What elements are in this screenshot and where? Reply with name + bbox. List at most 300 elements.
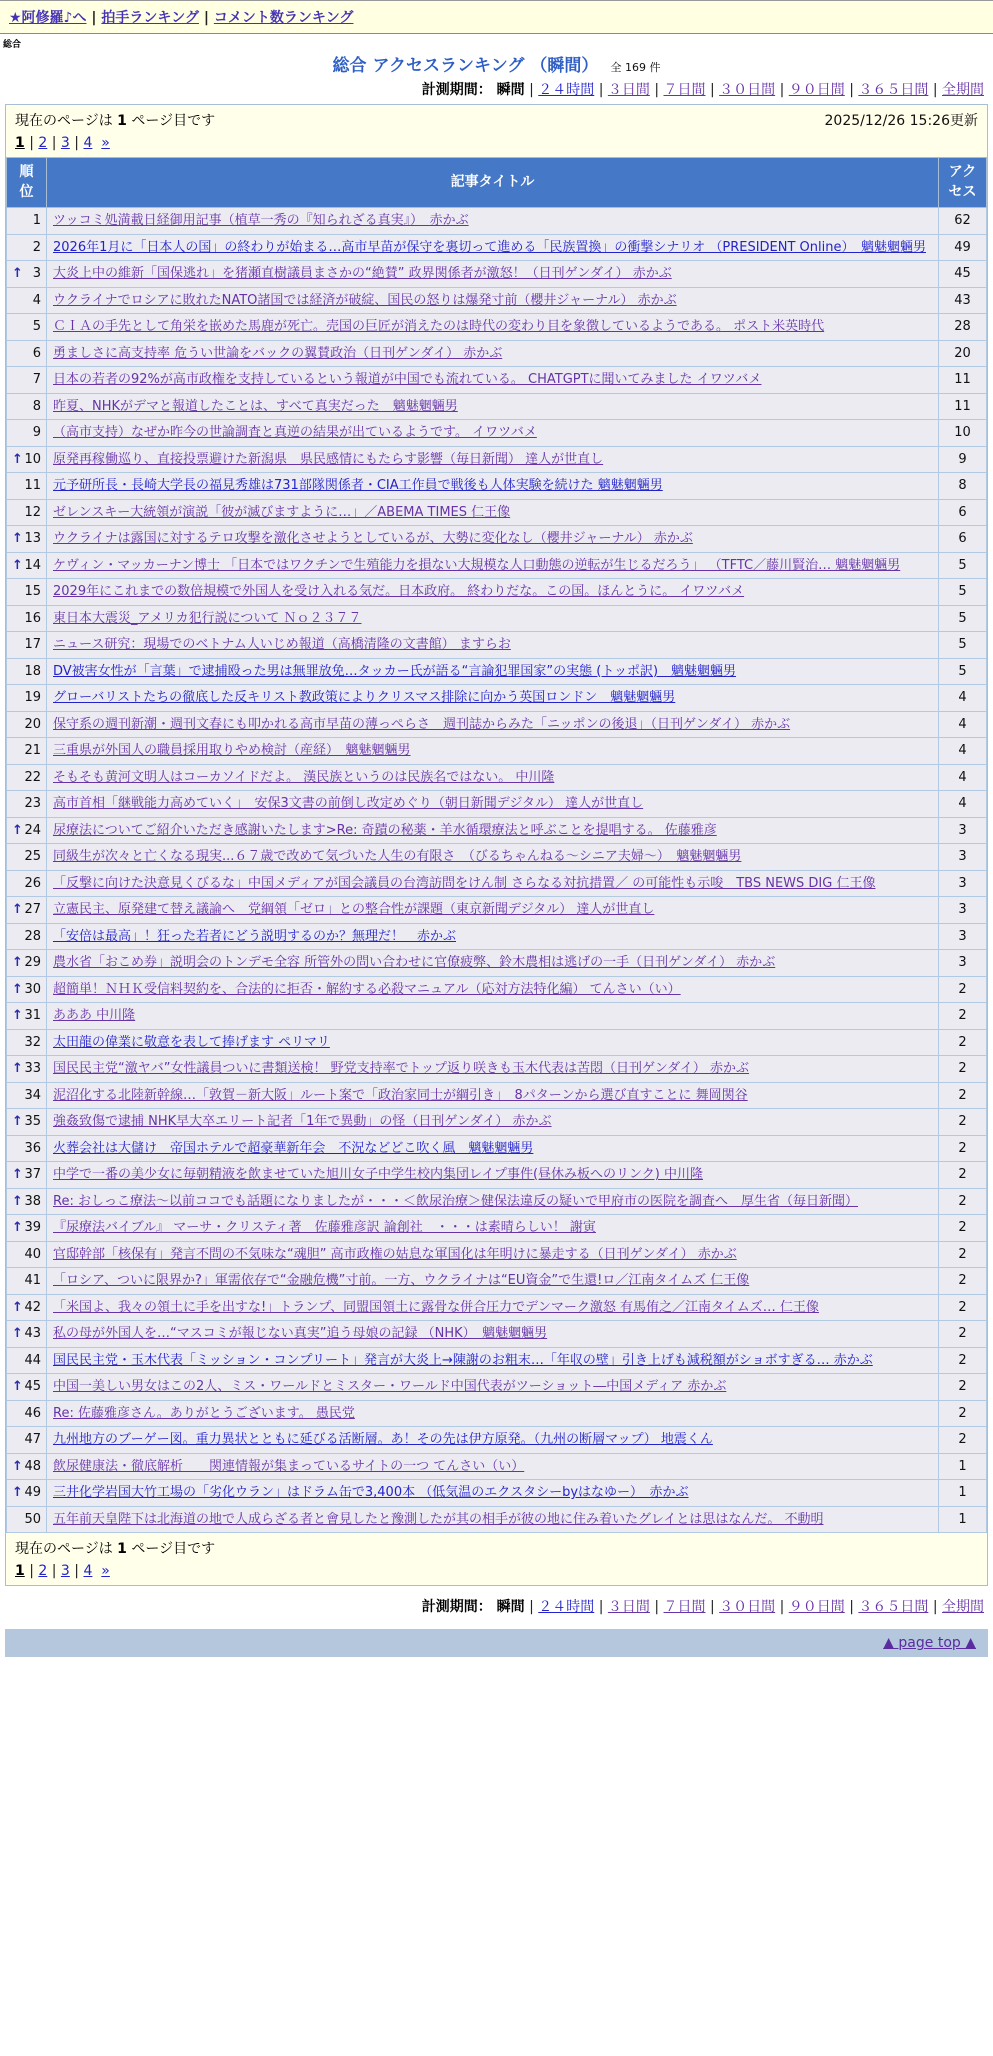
period-separator: | <box>928 82 942 98</box>
article-link[interactable]: 2029年にこれまでの数倍規模で外国人を受け入れる気だ。日本政府。 終わりだな。この国。ほんとうに。 イワツバメ <box>53 584 745 600</box>
access-cell: 6 <box>939 526 987 553</box>
rank-number: 38 <box>24 1193 41 1209</box>
article-link[interactable]: 尿療法についてご紹介いただき感謝いたします>Re: 奇蹟の秘薬・羊水循環療法と呼ぶことを提唱する。 佐藤雅彦 <box>53 822 717 838</box>
current-page-number: 1 <box>117 113 127 129</box>
title-cell <box>47 420 939 447</box>
period-link[interactable]: ３０日間 <box>719 1599 776 1616</box>
period-link[interactable]: ７日間 <box>663 1599 706 1616</box>
nav-link-2[interactable]: 拍手ランキング <box>101 10 199 26</box>
board-label: 総合 <box>3 40 22 50</box>
rank-up-icon: ↑ <box>12 1193 23 1209</box>
article-link[interactable]: 飲尿健康法・徹底解析 関連情報が集まっているサイトの一つ てんさい（い） <box>53 1458 525 1474</box>
rank-number: 25 <box>24 849 41 865</box>
access-cell: 2 <box>939 1162 987 1189</box>
pagination-page-2[interactable]: 2 <box>38 135 48 151</box>
rank-number: 26 <box>24 875 41 891</box>
pagination-top <box>6 132 987 157</box>
access-cell: 10 <box>939 420 987 447</box>
table-row <box>7 1241 987 1268</box>
rank-up-icon: ↑ <box>12 451 23 467</box>
article-link[interactable]: 高市首相「継戦能力高めていく」 安保3文書の前倒し改定めぐり（朝日新聞デジタル） 達人が世直し <box>53 796 644 812</box>
article-link[interactable]: 国民民主党“激ヤバ”女性議員ついに書類送検！ 野党支持率でトップ返り咲きも玉木代表は苦悶（日刊ゲンダイ） 赤かぶ <box>53 1061 750 1077</box>
rank-cell <box>7 1135 47 1162</box>
access-cell: 2 <box>939 1321 987 1348</box>
title-cell <box>47 287 939 314</box>
table-row <box>7 791 987 818</box>
article-link[interactable]: ゼレンスキー大統領が演説「彼が滅びますように…」／ABEMA TIMES 仁王像 <box>53 504 511 520</box>
table-row <box>7 1162 987 1189</box>
article-link[interactable]: 日本の若者の92%が高市政権を支持しているという報道が中国でも流れている。 CHATGPTに聞いてみました イワツバメ <box>53 372 762 388</box>
rank-number: 22 <box>24 769 41 785</box>
nav-link-1[interactable]: ★阿修羅♪へ <box>9 10 87 26</box>
title-cell <box>47 1294 939 1321</box>
article-link[interactable]: 『尿療法バイブル』 マーサ・クリスティ著 佐藤雅彦訳 論創社 ・・・は素晴らしい！ 謝寅 <box>53 1220 596 1236</box>
article-link[interactable]: 「ロシア、ついに限界か?」軍需依存で“金融危機”寸前。一方、ウクライナは“EU資金”で生還!ロ／江南タイムズ 仁王像 <box>53 1273 750 1289</box>
period-link[interactable]: ７日間 <box>663 82 706 98</box>
rank-number: 41 <box>24 1273 41 1289</box>
article-link[interactable]: 三重県が外国人の職員採用取りやめ検討（産経） 魑魅魍魎男 <box>53 743 411 759</box>
rank-cell <box>7 499 47 526</box>
table-row <box>7 605 987 632</box>
rank-cell <box>7 579 47 606</box>
title-cell <box>47 605 939 632</box>
rank-cell <box>7 1427 47 1454</box>
period-link[interactable]: ３０日間 <box>719 82 776 98</box>
period-link[interactable]: ３６５日間 <box>858 82 929 98</box>
rank-up-icon: ↑ <box>12 981 23 997</box>
rank-number: 30 <box>24 981 41 997</box>
rank-number: 32 <box>24 1034 41 1050</box>
article-link[interactable]: グローバリストたちの徹底した反キリスト教政策によりクリスマス排除に向かう英国ロンドン 魑魅魍魎男 <box>53 690 676 706</box>
access-cell: 5 <box>939 632 987 659</box>
article-link[interactable]: 泥沼化する北陸新幹線…「敦賀－新大阪」ルート案で「政治家同士が綱引き」 8パターンから選び直すことに 舞岡関谷 <box>53 1087 748 1103</box>
access-cell: 11 <box>939 393 987 420</box>
article-link[interactable]: 官邸幹部「核保有」発言不問の不気味な“魂胆” 高市政権の姑息な軍国化は年明けに暴走する（日刊ゲンダイ） 赤かぶ <box>53 1246 737 1262</box>
rank-number: 23 <box>24 796 41 812</box>
pagination-page-1[interactable]: 1 <box>15 135 25 151</box>
rank-cell <box>7 1400 47 1427</box>
table-row <box>7 1506 987 1533</box>
title-cell <box>47 1400 939 1427</box>
rank-cell <box>7 1321 47 1348</box>
nav-separator: | <box>198 10 214 26</box>
rank-number: 28 <box>24 928 41 944</box>
rank-up-icon: ↑ <box>12 1008 23 1024</box>
article-link[interactable]: 農水省「おこめ券」説明会のトンデモ全容 所管外の問い合わせに官僚疲弊、鈴木農相は逃げの一手（日刊ゲンダイ） 赤かぶ <box>53 955 776 971</box>
title-cell <box>47 738 939 765</box>
table-row <box>7 950 987 977</box>
rank-number: 43 <box>24 1326 41 1342</box>
rank-number: 27 <box>24 902 41 918</box>
article-link[interactable]: 五年前天皇陛下は北海道の地で人成らざる者と會見したと豫測したが其の相手が彼の地に住み着いたグレイとは思はなんだ。 不動明 <box>53 1511 824 1527</box>
table-row <box>7 1294 987 1321</box>
rank-number: 7 <box>32 372 41 388</box>
rank-up-icon: ↑ <box>12 955 23 971</box>
rank-number: 48 <box>24 1458 41 1474</box>
rank-up-icon: ↑ <box>12 557 23 573</box>
rank-number: 6 <box>32 345 41 361</box>
article-link[interactable]: ウクライナでロシアに敗れたNATO諸国では経済が破綻、国民の怒りは爆発寸前（櫻井ジャーナル） 赤かぶ <box>53 292 677 308</box>
column-header-access: アクセス <box>939 158 987 208</box>
rank-up-icon: ↑ <box>12 1114 23 1130</box>
table-row <box>7 1374 987 1401</box>
period-separator: | <box>775 82 789 98</box>
rank-number: 20 <box>24 716 41 732</box>
period-separator: | <box>524 82 539 98</box>
article-link[interactable]: 元予研所長・長崎大学長の福見秀雄は731部隊関係者・CIA工作員で戦後も人体実験を続けた 魑魅魍魎男 <box>53 478 663 494</box>
rank-number: 35 <box>24 1114 41 1130</box>
rank-cell <box>7 1241 47 1268</box>
access-cell: 8 <box>939 473 987 500</box>
period-separator: | <box>594 82 608 98</box>
ranking-box <box>5 104 988 1586</box>
ranking-table <box>6 157 987 1533</box>
rank-cell <box>7 791 47 818</box>
access-cell: 3 <box>939 844 987 871</box>
article-link[interactable]: Re: おしっこ療法～以前ココでも話題になりましたが・・・＜飲尿治療＞健保法違反の疑いで甲府市の医院を調査へ 厚生省（毎日新聞） <box>53 1193 858 1209</box>
rank-cell <box>7 208 47 235</box>
rank-number: 49 <box>24 1485 41 1501</box>
article-link[interactable]: 九州地方のブーゲー図。重力異状とともに延びる活断層。あ！その先は伊方原発。（九州の断層マップ） 地震くん <box>53 1432 713 1448</box>
rank-number: 31 <box>24 1008 41 1024</box>
rank-cell <box>7 1215 47 1242</box>
article-link[interactable]: 大炎上中の維新「国保逃れ」を猪瀬直樹議員まさかの“絶賛” 政界関係者が激怒！（日刊ゲンダイ） 赤かぶ <box>53 266 672 282</box>
title-cell <box>47 314 939 341</box>
table-row <box>7 1188 987 1215</box>
period-link[interactable]: ９０日間 <box>788 1599 845 1616</box>
period-label: 計測期間： <box>421 82 497 98</box>
period-link[interactable]: ３日間 <box>607 1599 650 1616</box>
pagination-separator: | <box>47 1563 61 1580</box>
access-cell: 2 <box>939 1268 987 1295</box>
pagination-page-4[interactable]: 4 <box>83 135 93 151</box>
pagination-page-4[interactable]: 4 <box>83 1563 93 1580</box>
article-link[interactable]: 中国一美しい男女はこの2人、ミス・ワールドとミスター・ワールド中国代表がツーショット―中国メディア 赤かぶ <box>53 1379 727 1395</box>
table-row <box>7 340 987 367</box>
rank-cell <box>7 420 47 447</box>
title-cell <box>47 1453 939 1480</box>
period-separator: | <box>775 1599 789 1616</box>
access-cell: 3 <box>939 870 987 897</box>
access-cell: 2 <box>939 1427 987 1454</box>
article-link[interactable]: 三井化学岩国大竹工場の「劣化ウラン」はドラム缶で3,400本 （低気温のエクスタシーbyはなゆー） 赤かぶ <box>53 1485 689 1501</box>
current-page-text: 現在のページは 1 ページ目です <box>15 113 216 129</box>
rank-number: 21 <box>24 743 41 759</box>
access-cell: 5 <box>939 658 987 685</box>
table-row <box>7 314 987 341</box>
rank-number: 33 <box>24 1061 41 1077</box>
period-link[interactable]: ２４時間 <box>538 82 595 98</box>
table-row <box>7 499 987 526</box>
rank-cell <box>7 1347 47 1374</box>
rank-number: 39 <box>24 1220 41 1236</box>
title-cell <box>47 1029 939 1056</box>
period-separator: | <box>705 82 720 98</box>
title-cell <box>47 1082 939 1109</box>
article-link[interactable]: ケヴィン・マッカーナン博士 「日本ではワクチンで生殖能力を損ない大規模な人口動態の逆転が生じるだろう」 （TFTC／藤川賢治… 魑魅魍魎男 <box>53 557 901 573</box>
title-cell <box>47 976 939 1003</box>
rank-cell <box>7 844 47 871</box>
article-link[interactable]: 同級生が次々と亡くなる現実...６７歳で改めて気づいた人生の有限さ （びるちゃんねる～シニア夫婦～） 魑魅魍魎男 <box>53 849 742 865</box>
table-row <box>7 1029 987 1056</box>
access-cell: 3 <box>939 923 987 950</box>
rank-cell <box>7 314 47 341</box>
rank-cell <box>7 1506 47 1533</box>
rank-cell <box>7 1294 47 1321</box>
table-row <box>7 685 987 712</box>
article-link[interactable]: あああ 中川隆 <box>53 1008 136 1024</box>
rank-cell <box>7 1188 47 1215</box>
current-page-number: 1 <box>117 1541 127 1558</box>
table-row <box>7 446 987 473</box>
rank-number: 42 <box>24 1299 41 1315</box>
title-cell <box>47 1109 939 1136</box>
top-nav <box>0 0 993 34</box>
access-cell: 2 <box>939 1374 987 1401</box>
rank-cell <box>7 367 47 394</box>
article-link[interactable]: 太田龍の偉業に敬意を表して捧げます ペリマリ <box>53 1034 330 1050</box>
title-cell <box>47 711 939 738</box>
access-cell: 2 <box>939 1241 987 1268</box>
pagination-separator: | <box>69 135 84 151</box>
rank-number: 13 <box>24 531 41 547</box>
rank-cell <box>7 1056 47 1083</box>
table-row <box>7 1215 987 1242</box>
rank-up-icon: ↑ <box>12 266 23 282</box>
rank-cell <box>7 473 47 500</box>
rank-cell <box>7 976 47 1003</box>
rank-cell <box>7 1480 47 1507</box>
rank-number: 8 <box>32 398 41 414</box>
rank-cell <box>7 234 47 261</box>
article-link[interactable]: Re: 佐藤雅彦さん。ありがとうございます。 愚民党 <box>53 1405 355 1421</box>
period-separator: | <box>649 82 664 98</box>
article-link[interactable]: 「反撃に向けた決意見くびるな」中国メディアが国会議員の台湾訪問をけん制 さらなる対抗措置／ の可能性も示唆 TBS NEWS DIG 仁王像 <box>53 875 876 891</box>
rank-cell <box>7 1029 47 1056</box>
rank-cell <box>7 950 47 977</box>
rank-number: 45 <box>24 1379 41 1395</box>
article-link[interactable]: 国民民主党・玉木代表「ミッション・コンプリート」発言が大炎上→陳謝のお粗末…「年収の壁」引き上げも減税額がショボすぎる… 赤かぶ <box>53 1352 873 1368</box>
pagination-next[interactable]: » <box>101 1563 110 1580</box>
period-separator: | <box>649 1599 664 1616</box>
title-cell <box>47 1506 939 1533</box>
period-separator: | <box>928 1599 942 1616</box>
title-cell <box>47 234 939 261</box>
rank-number: 11 <box>24 478 41 494</box>
period-separator: | <box>524 1599 539 1616</box>
article-link[interactable]: ウクライナは露国に対するテロ攻撃を激化させようとしているが、大勢に変化なし（櫻井ジャーナル） 赤かぶ <box>53 531 693 547</box>
rank-cell <box>7 552 47 579</box>
access-cell: 49 <box>939 234 987 261</box>
column-header-title: 記事タイトル <box>47 158 939 208</box>
period-link[interactable]: ２４時間 <box>538 1599 595 1616</box>
rank-number: 15 <box>24 584 41 600</box>
article-link[interactable]: ニュース研究：現場でのベトナム人いじめ報道（高橋清隆の文書館） ますらお <box>53 637 511 653</box>
rank-cell <box>7 1003 47 1030</box>
title-cell <box>47 579 939 606</box>
article-link[interactable]: DV被害女性が「言葉」で逮捕殴った男は無罪放免…タッカー氏が語る“言論犯罪国家”の実態 (トッポ訳) 魑魅魍魎男 <box>53 663 737 679</box>
title-cell <box>47 685 939 712</box>
table-row <box>7 897 987 924</box>
article-link[interactable]: 「安倍は最高」！狂った若者にどう説明するのか？無理だ！ 赤かぶ <box>53 928 457 944</box>
rank-up-icon: ↑ <box>12 1326 23 1342</box>
title-cell <box>47 923 939 950</box>
article-link[interactable]: 東日本大震災_アメリカ犯行説について Ｎｏ２３７７ <box>53 610 362 626</box>
rank-up-icon: ↑ <box>12 1061 23 1077</box>
bottom-bar <box>5 1629 988 1657</box>
title-cell <box>47 950 939 977</box>
page-top-link[interactable]: ▲ page top ▲ <box>883 1635 976 1652</box>
title-cell <box>47 1427 939 1454</box>
table-row <box>7 393 987 420</box>
rank-cell <box>7 1374 47 1401</box>
table-row <box>7 579 987 606</box>
access-cell: 45 <box>939 261 987 288</box>
period-separator: | <box>844 1599 859 1616</box>
title-cell <box>47 817 939 844</box>
pagination-separator: | <box>47 135 61 151</box>
rank-number: 34 <box>24 1087 41 1103</box>
period-link[interactable]: ３日間 <box>607 82 650 98</box>
pagination-spacer <box>92 1563 101 1579</box>
title-cell <box>47 1321 939 1348</box>
rank-number: 29 <box>24 955 41 971</box>
table-row <box>7 287 987 314</box>
access-cell: 6 <box>939 499 987 526</box>
title-cell <box>47 658 939 685</box>
title-cell <box>47 499 939 526</box>
current-page-text: 現在のページは 1 ページ目です <box>15 1541 216 1558</box>
access-cell: 2 <box>939 1347 987 1374</box>
pagination-page-1[interactable]: 1 <box>15 1563 25 1580</box>
title-cell <box>47 1135 939 1162</box>
table-row <box>7 1268 987 1295</box>
rank-number: 19 <box>24 690 41 706</box>
pagination-separator: | <box>24 1563 39 1580</box>
article-link[interactable]: 勇ましさに高支持率 危うい世論をバックの翼賛政治（日刊ゲンダイ） 赤かぶ <box>53 345 503 361</box>
access-cell: 1 <box>939 1480 987 1507</box>
table-row <box>7 1347 987 1374</box>
access-cell: 62 <box>939 208 987 235</box>
rank-number: 16 <box>24 610 41 626</box>
table-row <box>7 1427 987 1454</box>
article-link[interactable]: 火葬会社は大儲け 帝国ホテルで超豪華新年会 不況などどこ吹く風 魑魅魍魎男 <box>53 1140 534 1156</box>
pagination-spacer <box>92 135 101 151</box>
page-info-bar-bottom <box>6 1533 987 1560</box>
rank-cell <box>7 632 47 659</box>
rank-cell <box>7 1453 47 1480</box>
rank-cell <box>7 685 47 712</box>
nav-separator: | <box>86 10 102 26</box>
access-cell: 9 <box>939 446 987 473</box>
table-row <box>7 473 987 500</box>
article-link[interactable]: 「米国よ、我々の領土に手を出すな!」トランプ、同盟国領土に露骨な併合圧力でデンマーク激怒 有馬侑之／江南タイムズ… 仁王像 <box>53 1299 819 1315</box>
table-row <box>7 420 987 447</box>
title-cell <box>47 1268 939 1295</box>
article-link[interactable]: 原発再稼働巡り、直接投票避けた新潟県 県民感情にもたらす影響（毎日新聞） 達人が世直し <box>53 451 604 467</box>
title-cell <box>47 791 939 818</box>
pagination-page-3[interactable]: 3 <box>60 135 70 151</box>
article-link[interactable]: 立憲民主、原発建て替え議論へ 党綱領「ゼロ」との整合性が課題（東京新聞デジタル） 達人が世直し <box>53 902 655 918</box>
pagination-page-2[interactable]: 2 <box>38 1563 48 1580</box>
period-separator: | <box>705 1599 720 1616</box>
rank-number: 9 <box>32 425 41 441</box>
access-cell: 5 <box>939 552 987 579</box>
rank-cell <box>7 923 47 950</box>
pagination-separator: | <box>69 1563 84 1580</box>
access-cell: 5 <box>939 579 987 606</box>
article-link[interactable]: 私の母が外国人を…“マスコミが報じない真実”追う母娘の記録 （NHK） 魑魅魍魎男 <box>53 1326 548 1342</box>
table-row <box>7 1453 987 1480</box>
period-link[interactable]: 全期間 <box>942 82 984 98</box>
period-link[interactable]: ３６５日間 <box>858 1599 929 1616</box>
rank-number: 14 <box>24 557 41 573</box>
period-separator: | <box>844 82 859 98</box>
rank-number: 1 <box>32 213 41 229</box>
table-row <box>7 1321 987 1348</box>
article-link[interactable]: 強姦致傷で逮捕 NHK早大卒エリート記者「1年で異動」の怪（日刊ゲンダイ） 赤かぶ <box>53 1114 552 1130</box>
table-row <box>7 208 987 235</box>
page-info-bar-top <box>6 105 987 132</box>
article-link[interactable]: （高市支持）なぜか昨今の世論調査と真逆の結果が出ているようです。 イワツバメ <box>53 425 537 441</box>
article-link[interactable]: 2026年1月に「日本人の国」の終わりが始まる…高市早苗が保守を裏切って進める「民族置換」の衝撃シナリオ （PRESIDENT Online） 魑魅魍魎男 <box>53 239 926 255</box>
access-cell: 1 <box>939 1453 987 1480</box>
title-cell <box>47 208 939 235</box>
article-link[interactable]: ＣＩＡの手先として角栄を嵌めた馬鹿が死亡。売国の巨匠が消えたのは時代の変わり目を象徴しているようである。 ポスト米英時代 <box>53 319 825 335</box>
title-cell <box>47 367 939 394</box>
article-link[interactable]: そもそも黄河文明人はコーカソイドだよ。 漢民族というのは民族名ではない。 中川隆 <box>53 769 555 785</box>
article-link[interactable]: 昨夏、NHKがデマと報道したことは、すべて真実だった 魑魅魍魎男 <box>53 398 458 414</box>
access-cell: 3 <box>939 950 987 977</box>
table-row <box>7 1480 987 1507</box>
rank-cell <box>7 738 47 765</box>
table-row <box>7 1056 987 1083</box>
title-cell <box>47 870 939 897</box>
title-cell <box>47 1480 939 1507</box>
title-cell <box>47 632 939 659</box>
table-row <box>7 738 987 765</box>
title-cell <box>47 473 939 500</box>
title-cell <box>47 844 939 871</box>
period-link[interactable]: ９０日間 <box>788 82 845 98</box>
article-link[interactable]: ツッコミ処満載日経御用記事（植草一秀の『知られざる真実』） 赤かぶ <box>53 213 469 229</box>
rank-number: 24 <box>24 822 41 838</box>
access-cell: 3 <box>939 897 987 924</box>
access-cell: 4 <box>939 711 987 738</box>
page-title: 総合 アクセスランキング （瞬間） <box>332 56 599 76</box>
rank-cell <box>7 340 47 367</box>
access-cell: 3 <box>939 817 987 844</box>
table-row <box>7 1003 987 1030</box>
table-row <box>7 976 987 1003</box>
nav-link-3[interactable]: コメント数ランキング <box>213 10 354 26</box>
title-cell <box>47 764 939 791</box>
period-current: 瞬間 <box>496 82 525 98</box>
access-cell: 2 <box>939 1003 987 1030</box>
title-cell <box>47 340 939 367</box>
rank-cell <box>7 261 47 288</box>
article-link[interactable]: 保守系の週刊新潮・週刊文春にも叩かれる高市早苗の薄っぺらさ 週刊誌からみた「ニッポンの後退」（日刊ゲンダイ） 赤かぶ <box>53 716 791 732</box>
pagination-page-3[interactable]: 3 <box>60 1563 70 1580</box>
rank-number: 18 <box>24 663 41 679</box>
article-link[interactable]: 超簡単！ＮＨＫ受信料契約を、合法的に拒否・解約する必殺マニュアル（応対方法特化編） てんさい（い） <box>53 981 681 997</box>
pagination-next[interactable]: » <box>101 135 110 151</box>
period-selector-top <box>0 76 993 104</box>
pagination-bottom <box>6 1560 987 1585</box>
rank-up-icon: ↑ <box>12 1167 23 1183</box>
period-link[interactable]: 全期間 <box>942 1599 984 1616</box>
article-link[interactable]: 中学で一番の美少女に毎朝精液を飲ませていた旭川女子中学生校内集団レイプ事件(昼休み板へのリンク) 中川隆 <box>53 1167 703 1183</box>
